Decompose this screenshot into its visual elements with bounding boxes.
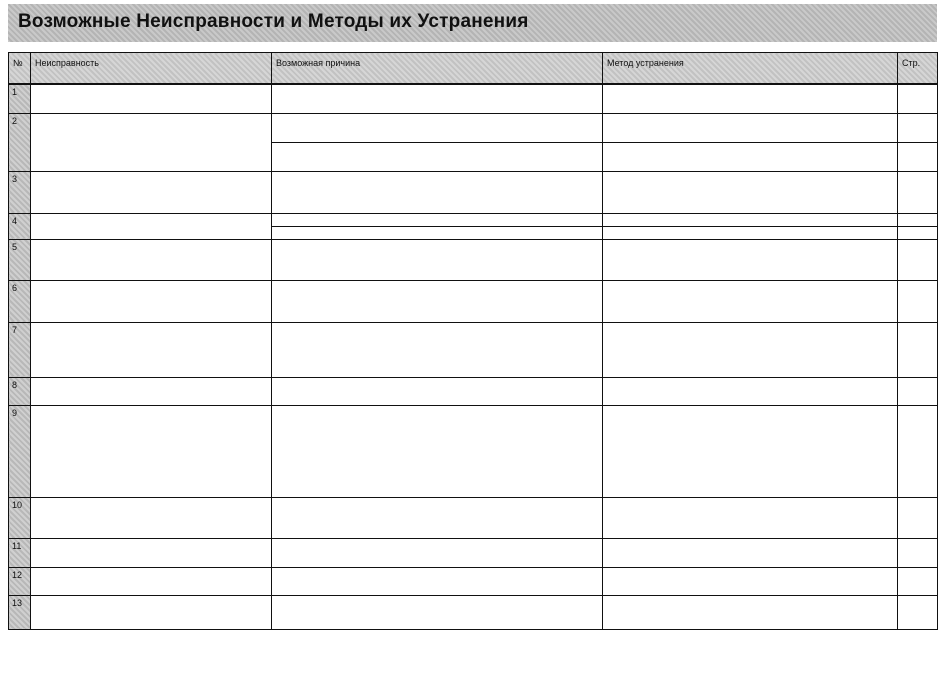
row-number: 12 — [9, 567, 31, 595]
fault-cell — [31, 171, 272, 213]
cause-cell — [272, 377, 603, 405]
page-cell — [898, 567, 938, 595]
method-cell — [603, 113, 898, 142]
fault-cell — [31, 239, 272, 280]
method-cell — [603, 84, 898, 113]
table-row — [9, 405, 938, 497]
method-cell — [603, 213, 898, 226]
row-number: 3 — [9, 171, 31, 213]
row-number: 13 — [9, 595, 31, 629]
table-row — [9, 171, 938, 213]
table-row — [9, 213, 938, 226]
fault-cell — [31, 497, 272, 538]
fault-cell — [31, 595, 272, 629]
method-cell — [603, 322, 898, 377]
method-cell — [603, 280, 898, 322]
page-cell — [898, 113, 938, 142]
table-row — [9, 538, 938, 567]
fault-cell — [31, 113, 272, 171]
page-cell — [898, 226, 938, 239]
page-cell — [898, 595, 938, 629]
method-cell — [603, 226, 898, 239]
page-cell — [898, 142, 938, 171]
method-cell — [603, 142, 898, 171]
table-row — [9, 567, 938, 595]
fault-cell — [31, 405, 272, 497]
page-cell — [898, 377, 938, 405]
column-header-num: № — [9, 53, 31, 85]
row-number: 1 — [9, 84, 31, 113]
fault-cell — [31, 567, 272, 595]
page-cell — [898, 239, 938, 280]
cause-cell — [272, 567, 603, 595]
table-row — [9, 280, 938, 322]
page-cell — [898, 213, 938, 226]
fault-cell — [31, 213, 272, 239]
row-number: 8 — [9, 377, 31, 405]
troubleshooting-table — [8, 52, 938, 630]
table-header-row — [9, 53, 938, 85]
row-number: 6 — [9, 280, 31, 322]
cause-cell — [272, 280, 603, 322]
fault-cell — [31, 280, 272, 322]
cause-cell — [272, 226, 603, 239]
row-number: 5 — [9, 239, 31, 280]
table-row — [9, 113, 938, 142]
row-number: 4 — [9, 213, 31, 239]
cause-cell — [272, 497, 603, 538]
page-cell — [898, 280, 938, 322]
cause-cell — [272, 213, 603, 226]
cause-cell — [272, 113, 603, 142]
method-cell — [603, 171, 898, 213]
page-cell — [898, 171, 938, 213]
method-cell — [603, 567, 898, 595]
method-cell — [603, 497, 898, 538]
row-number: 7 — [9, 322, 31, 377]
page-cell — [898, 538, 938, 567]
page-cell — [898, 405, 938, 497]
title-bar — [8, 4, 937, 42]
fault-cell — [31, 322, 272, 377]
method-cell — [603, 405, 898, 497]
table-row — [9, 84, 938, 113]
row-number: 10 — [9, 497, 31, 538]
cause-cell — [272, 142, 603, 171]
row-number: 2 — [9, 113, 31, 171]
cause-cell — [272, 538, 603, 567]
cause-cell — [272, 171, 603, 213]
fault-cell — [31, 377, 272, 405]
cause-cell — [272, 84, 603, 113]
method-cell — [603, 595, 898, 629]
table-row — [9, 595, 938, 629]
page-cell — [898, 84, 938, 113]
column-header-fault: Неисправность — [31, 53, 272, 85]
cause-cell — [272, 322, 603, 377]
fault-cell — [31, 84, 272, 113]
column-header-cause: Возможная причина — [272, 53, 603, 85]
cause-cell — [272, 405, 603, 497]
table-row — [9, 497, 938, 538]
method-cell — [603, 239, 898, 280]
column-header-page: Стр. — [898, 53, 938, 85]
table-row — [9, 239, 938, 280]
table-row — [9, 322, 938, 377]
row-number: 9 — [9, 405, 31, 497]
table-row — [9, 377, 938, 405]
page-title: Возможные Неисправности и Методы их Устранения — [18, 11, 529, 32]
cause-cell — [272, 595, 603, 629]
row-number: 11 — [9, 538, 31, 567]
page-cell — [898, 497, 938, 538]
column-header-method: Метод устранения — [603, 53, 898, 85]
method-cell — [603, 377, 898, 405]
method-cell — [603, 538, 898, 567]
fault-cell — [31, 538, 272, 567]
page-cell — [898, 322, 938, 377]
cause-cell — [272, 239, 603, 280]
